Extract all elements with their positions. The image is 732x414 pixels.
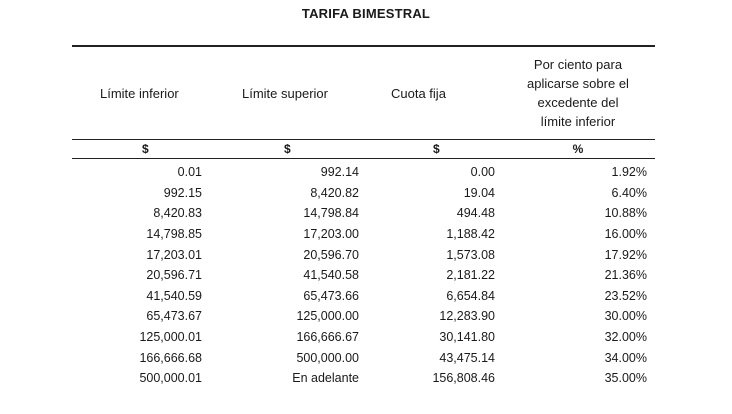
- unit-lower-limit: $: [142, 142, 149, 156]
- cell-lower-limit: 17,203.01: [146, 247, 202, 262]
- cell-upper-limit: 20,596.70: [303, 247, 359, 262]
- cell-fixed-fee: 1,188.42: [446, 227, 495, 242]
- header-percent-line1: Por ciento para: [533, 57, 623, 72]
- cell-upper-limit: 992.14: [320, 165, 359, 180]
- cell-upper-limit: 125,000.00: [296, 309, 359, 324]
- tariff-table: [72, 45, 655, 389]
- cell-upper-limit: 14,798.84: [303, 206, 359, 221]
- cell-upper-limit: 41,540.58: [303, 268, 359, 283]
- table-row: [72, 327, 655, 348]
- cell-fixed-fee: 0.00: [470, 165, 495, 180]
- table-row: [72, 347, 655, 368]
- table-row: [72, 286, 655, 307]
- cell-upper-limit: En adelante: [292, 371, 359, 386]
- cell-fixed-fee: 6,654.84: [446, 288, 495, 303]
- table-row: [72, 162, 655, 183]
- header-percent-line3: excedente del: [537, 95, 619, 110]
- cell-lower-limit: 992.15: [163, 185, 202, 200]
- cell-percent: 21.36%: [604, 268, 647, 283]
- table-title: TARIFA BIMESTRAL: [301, 6, 431, 21]
- cell-upper-limit: 8,420.82: [310, 185, 359, 200]
- table-body: [72, 162, 655, 389]
- cell-percent: 34.00%: [604, 350, 647, 365]
- cell-lower-limit: 41,540.59: [146, 288, 202, 303]
- header-upper-limit: Límite superior: [242, 85, 328, 101]
- cell-lower-limit: 500,000.01: [139, 371, 202, 386]
- cell-fixed-fee: 43,475.14: [439, 350, 495, 365]
- header-lower-limit: Límite inferior: [100, 85, 179, 101]
- unit-fixed-fee: $: [433, 142, 440, 156]
- cell-percent: 1.92%: [611, 165, 647, 180]
- header-percent-line4: límite inferior: [540, 114, 616, 129]
- cell-lower-limit: 0.01: [177, 165, 202, 180]
- cell-percent: 16.00%: [604, 227, 647, 242]
- cell-fixed-fee: 19.04: [463, 185, 495, 200]
- table-row: [72, 265, 655, 286]
- cell-percent: 6.40%: [611, 185, 647, 200]
- cell-lower-limit: 166,666.68: [139, 350, 202, 365]
- cell-lower-limit: 125,000.01: [139, 330, 202, 345]
- unit-percent: %: [572, 142, 584, 156]
- cell-fixed-fee: 12,283.90: [439, 309, 495, 324]
- header-row: [72, 47, 655, 139]
- cell-fixed-fee: 156,808.46: [432, 371, 495, 386]
- table-row: [72, 244, 655, 265]
- cell-percent: 23.52%: [604, 288, 647, 303]
- unit-upper-limit: $: [284, 142, 291, 156]
- cell-percent: 10.88%: [604, 206, 647, 221]
- cell-fixed-fee: 30,141.80: [439, 330, 495, 345]
- cell-lower-limit: 20,596.71: [146, 268, 202, 283]
- table-row: [72, 183, 655, 204]
- cell-percent: 30.00%: [604, 309, 647, 324]
- cell-percent: 35.00%: [604, 371, 647, 386]
- header-percent: [501, 55, 655, 131]
- cell-fixed-fee: 494.48: [456, 206, 495, 221]
- cell-upper-limit: 500,000.00: [296, 350, 359, 365]
- table-row: [72, 224, 655, 245]
- header-fixed-fee: Cuota fija: [391, 85, 446, 101]
- cell-upper-limit: 17,203.00: [303, 227, 359, 242]
- table-row: [72, 203, 655, 224]
- table-row: [72, 306, 655, 327]
- header-percent-line2: aplicarse sobre el: [527, 76, 629, 91]
- cell-lower-limit: 65,473.67: [146, 309, 202, 324]
- cell-upper-limit: 166,666.67: [296, 330, 359, 345]
- cell-lower-limit: 14,798.85: [146, 227, 202, 242]
- cell-percent: 17.92%: [604, 247, 647, 262]
- cell-percent: 32.00%: [604, 330, 647, 345]
- table-row: [72, 368, 655, 389]
- units-rule: [72, 158, 655, 159]
- cell-fixed-fee: 1,573.08: [446, 247, 495, 262]
- cell-lower-limit: 8,420.83: [153, 206, 202, 221]
- units-row: [72, 140, 655, 158]
- cell-fixed-fee: 2,181.22: [446, 268, 495, 283]
- cell-upper-limit: 65,473.66: [303, 288, 359, 303]
